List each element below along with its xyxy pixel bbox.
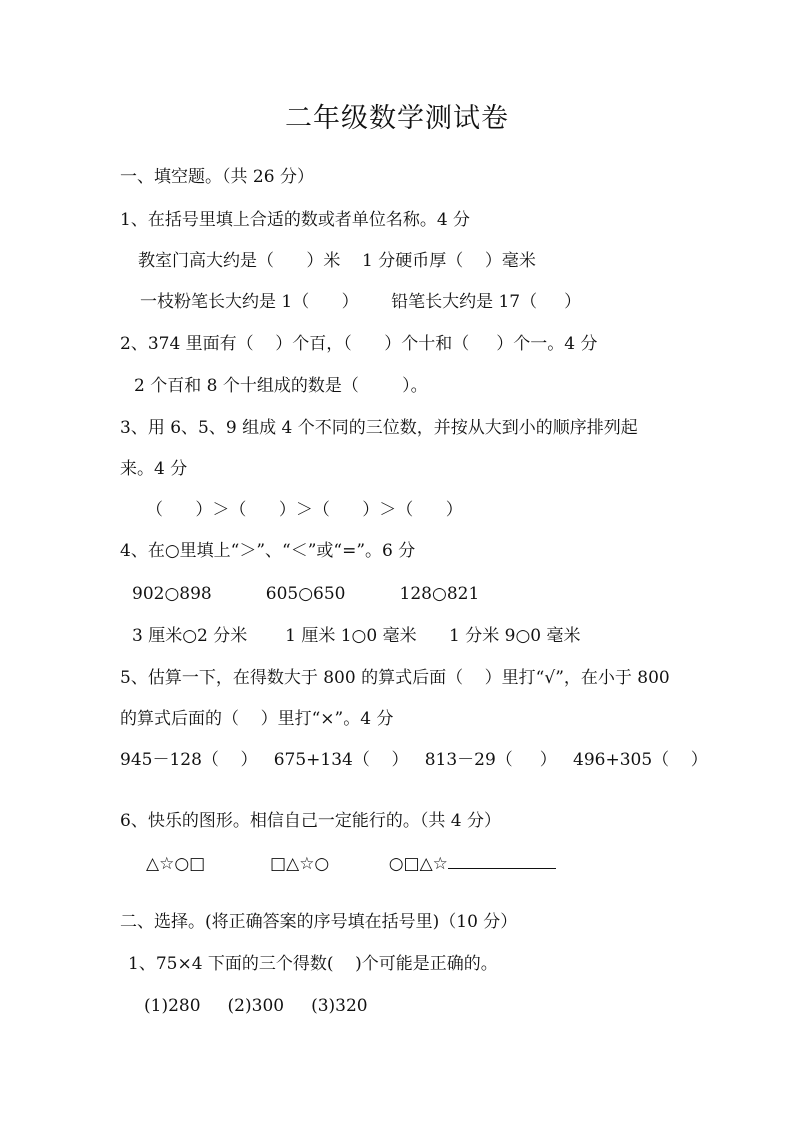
section-1-heading: 一、填空题。（共 26 分） xyxy=(120,167,314,187)
question-6: 6、快乐的图形。相信自己一定能行的。（共 4 分） xyxy=(120,811,501,831)
question-1-item-b: 一枝粉笔长大约是 1（ ） 铅笔长大约是 17（ ） xyxy=(140,292,582,312)
question-5-expressions: 945－128（ ） 675+134（ ） 813－29（ ） 496+305（ ） xyxy=(120,750,708,770)
choice-question-1: 1、75×4 下面的三个得数( )个可能是正确的。 xyxy=(128,954,498,974)
question-5-continued: 的算式后面的（ ）里打“×”。4 分 xyxy=(120,709,394,729)
question-3-answer-row: （ ）＞（ ）＞（ ）＞（ ） xyxy=(146,500,463,520)
page-title: 二年级数学测试卷 xyxy=(285,103,509,134)
question-2: 2、374 里面有（ ）个百，（ ）个十和（ ）个一。4 分 xyxy=(120,334,598,354)
question-2-item: 2 个百和 8 个十组成的数是（ ）。 xyxy=(134,376,428,396)
question-4: 4、在○里填上“＞”、“＜”或“=”。6 分 xyxy=(120,541,416,561)
choice-options: (1)280 (2)300 (3)320 xyxy=(144,996,368,1016)
question-3-continued: 来。4 分 xyxy=(120,459,188,479)
question-1: 1、在括号里填上合适的数或者单位名称。4 分 xyxy=(120,210,471,230)
section-2-heading: 二、选择。(将正确答案的序号填在括号里)（10 分） xyxy=(120,912,518,932)
question-6-shapes xyxy=(146,852,556,874)
question-1-item-a: 教室门高大约是（ ）米 1 分硬币厚（ ）毫米 xyxy=(138,251,536,271)
question-4-row-1: 902○898 605○650 128○821 xyxy=(132,584,480,604)
question-3: 3、用 6、5、9 组成 4 个不同的三位数，并按从大到小的顺序排列起 xyxy=(120,418,638,438)
question-4-row-2: 3 厘米○2 分米 1 厘米 1○0 毫米 1 分米 9○0 毫米 xyxy=(132,626,581,646)
shape-sequences: △☆○□ □△☆○ ○□△☆ xyxy=(146,854,448,874)
answer-blank[interactable] xyxy=(448,852,556,869)
question-5: 5、估算一下，在得数大于 800 的算式后面（ ）里打“√”，在小于 800 xyxy=(120,668,670,688)
